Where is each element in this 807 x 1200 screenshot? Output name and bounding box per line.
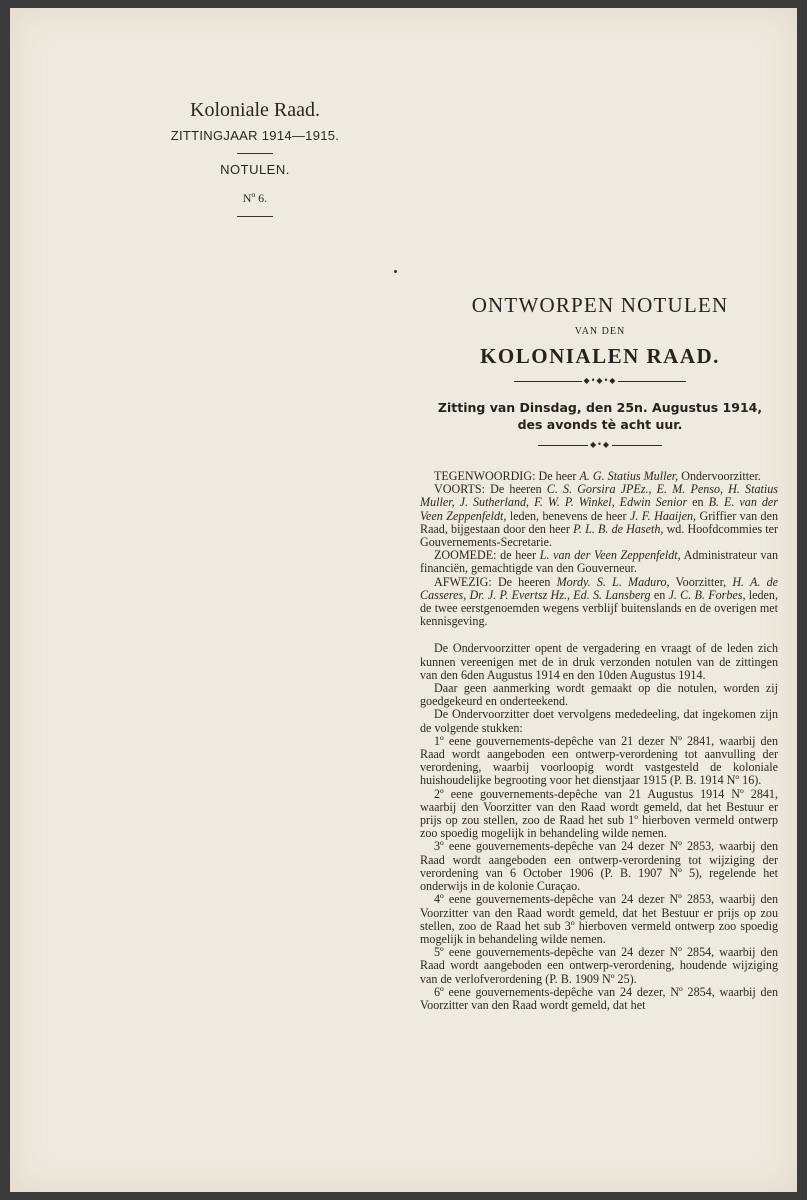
document-header <box>420 292 780 449</box>
masthead-notulen: NOTULEN. <box>220 162 290 177</box>
header-van-den: VAN DEN <box>574 326 626 337</box>
ornament-divider: ◆•◆•◆ <box>420 377 780 385</box>
session-line-2: des avonds tè acht uur. <box>517 417 683 432</box>
document-page <box>10 8 797 1192</box>
document-body <box>420 470 778 1012</box>
session-line-1: Zitting van Dinsdag, den 25n. Augustus 1914, <box>437 400 763 415</box>
attendance-zoomede: ZOOMEDE: de heer L. van der Veen Zeppenfeldt, Administrateur van financiën, gemachtigde van den Gouverneur. <box>420 548 778 576</box>
header-subtitle: KOLONIALEN RAAD. <box>480 344 720 368</box>
paragraph: 4º eene gouvernements-depêche van 24 dezer Nº 2853, waarbij den Voorzitter van den Raad wordt gemeld, dat het Bestuur er prijs op zou stellen, zoo de Raad het sub 3º hierboven vermeld ontwerp zoo spoedig mogelijk in behandeling wilde nemen. <box>420 892 778 946</box>
print-speck <box>394 270 397 273</box>
masthead-rule <box>237 153 273 154</box>
masthead <box>160 98 350 217</box>
paragraph: De Ondervoorzitter doet vervolgens mededeeling, dat ingekomen zijn de volgende stukken: <box>420 707 778 735</box>
attendance-afwezig: AFWEZIG: De heeren Mordy. S. L. Maduro, Voorzitter, H. A. de Casseres, Dr. J. P. Evertsz Hz., Ed. S. Lansberg en J. C. B. Forbes, leden, de twee eerstgenoemden wegens verblijf buitenslands en de overigen met kennisgeving. <box>420 574 778 629</box>
paragraph: 1º eene gouvernements-depêche van 21 dezer Nº 2841, waarbij den Raad wordt aangeboden een ontwerp-verordening tot aanvulling der verordening, waarbij voorloopig wordt vastgesteld de koloniale huishoudelijke begrooting voor het dienstjaar 1915 (P. B. 1914 Nº 16). <box>420 733 778 788</box>
paragraph: De Ondervoorzitter opent de vergadering en vraagt of de leden zich kunnen vereenigen met de in druk verzonden notulen van de zittingen van den 6den Augustus 1914 en den 10den Augustus 1914. <box>420 641 778 682</box>
paragraph: 2º eene gouvernements-depêche van 21 Augustus 1914 Nº 2841, waarbij den Voorzitter van den Raad wordt gemeld, dat het Bestuur er prijs op zou stellen, zoo de Raad het sub 1º hierboven vermeld ontwerp zoo spoedig mogelijk in behandeling wilde nemen. <box>420 786 778 841</box>
masthead-number: Nº 6. <box>242 191 268 205</box>
attendance-voorts: VOORTS: De heeren C. S. Gorsira JPEz., E. M. Penso, H. Statius Muller, J. Sutherland, F. W. P. Winkel, Edwin Senior en B. E. van der Veen Zeppenfeldt, leden, benevens de heer J. F. Haaijen, Griffier van den Raad, bijgestaan door den heer P. L. B. de Haseth, wd. Hoofdcommies ter Gouvernements-Secretarie. <box>420 482 779 550</box>
paragraph: 5º eene gouvernements-depêche van 24 dezer Nº 2854, waarbij den Raad wordt aangeboden een ontwerp-verordening, houdende wijziging van de verlofverordening (P. B. 1909 Nº 25). <box>420 945 778 986</box>
paragraph: 6º eene gouvernements-depêche van 24 dezer, Nº 2854, waarbij den Voorzitter van den Raad wordt gemeld, dat het <box>420 984 778 1012</box>
masthead-rule-bottom <box>237 216 273 217</box>
attendance-tegenwoordig: TEGENWOORDIG: De heer A. G. Statius Muller, Ondervoorzitter. <box>434 469 761 483</box>
masthead-year: ZITTINGJAAR 1914—1915. <box>170 128 340 143</box>
header-title: ONTWORPEN NOTULEN <box>471 293 729 317</box>
paragraph: 3º eene gouvernements-depêche van 24 dezer Nº 2853, waarbij den Raad wordt aangeboden een ontwerp-verordening tot wijziging der verordening van 6 October 1906 (P. B. 1907 Nº 5), regelende het onderwijs in de kolonie Curaçao. <box>420 839 778 894</box>
ornament-divider-small: ◆•◆ <box>420 441 780 449</box>
masthead-title: Koloniale Raad. <box>190 99 320 121</box>
session-info <box>420 399 780 433</box>
paragraph: Daar geen aanmerking wordt gemaakt op die notulen, worden zij goedgekeurd en onderteekend. <box>420 681 778 709</box>
